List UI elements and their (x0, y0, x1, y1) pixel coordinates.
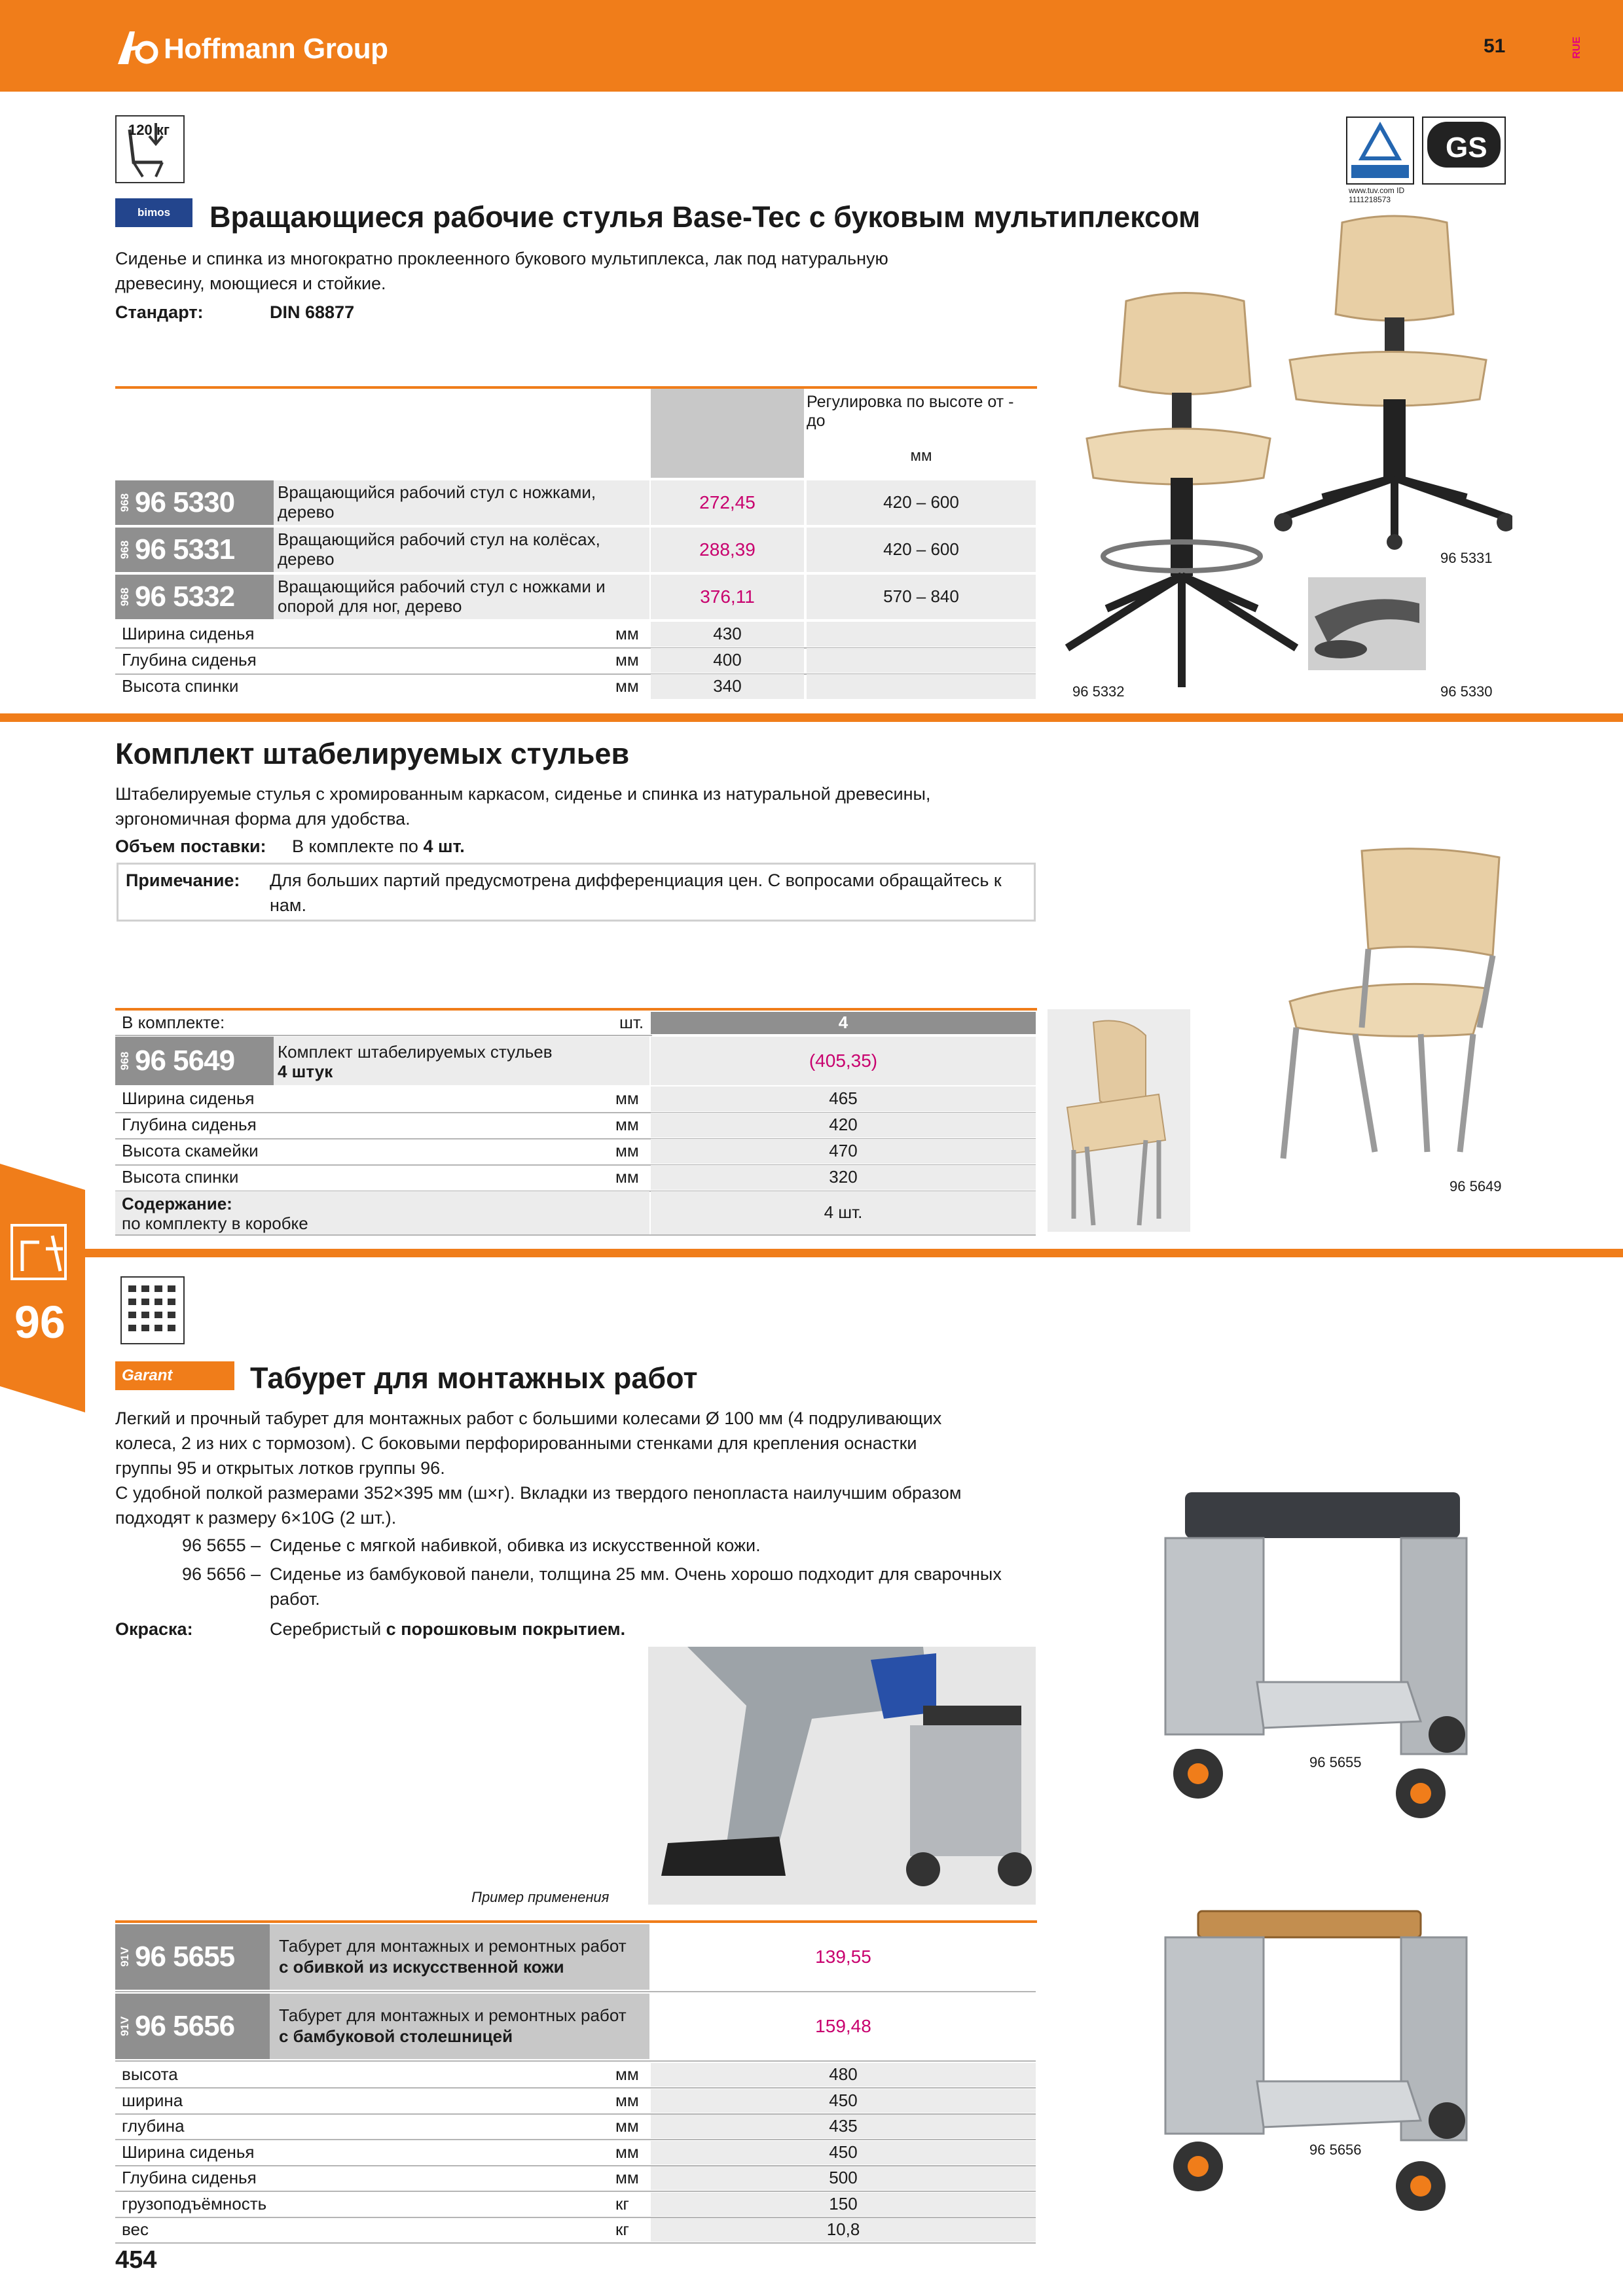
stool-96-5655-image (1159, 1486, 1473, 1826)
language-code: RUE (1571, 37, 1582, 59)
section1-title: Вращающиеся рабочие стулья Base-Tec с буковым мультиплексом (210, 200, 1201, 234)
spec-unit: мм (615, 676, 639, 696)
spec-unit: кг (615, 2194, 629, 2214)
spec-unit: мм (615, 2142, 639, 2162)
spec-unit: кг (615, 2219, 629, 2240)
weight-label: 120 кг (128, 122, 170, 138)
spec-value: 150 (651, 2193, 1036, 2216)
load-capacity-icon (115, 115, 185, 183)
spec-value: 465 (651, 1086, 1036, 1111)
spec-unit: мм (615, 650, 639, 670)
price-96-5656: 159,48 (815, 2015, 871, 2036)
caption-96-5656: 96 5656 (1309, 2142, 1362, 2158)
usage-example-photo (648, 1647, 1036, 1905)
spec-label: ширина (122, 2090, 183, 2111)
set-value: 4 (651, 1012, 1036, 1034)
certificate-caption: www.tuv.com ID 1111218573 (1349, 186, 1405, 204)
height-adjust-header: Регулировка по высоте от - до (807, 393, 1014, 430)
stacking-chair-96-5649-image (1277, 844, 1506, 1165)
spec-label: Ширина сиденья (122, 624, 255, 644)
spec-value: 480 (651, 2063, 1036, 2087)
price-96-5330: 272,45 (651, 480, 804, 525)
product-name-96-5332: Вращающийся рабочий стул с ножками и опорой для ног, дерево (274, 575, 649, 619)
chair-foot-detail-image (1308, 577, 1426, 670)
range-96-5332: 570 – 840 (807, 575, 1036, 619)
variant-code-96-5656: 96 5656 – (182, 1564, 261, 1584)
spec-label: глубина (122, 2116, 185, 2136)
spec-unit: мм (615, 1115, 639, 1135)
price-96-5649: (405,35) (651, 1037, 1036, 1085)
code-96-5649: 968 96 5649 (115, 1037, 274, 1085)
code-96-5330: 968 96 5330 (115, 480, 274, 525)
spec-value: 10,8 (651, 2218, 1036, 2242)
row-divider (115, 1991, 1036, 1992)
gs-certificate-icon (1422, 117, 1506, 185)
code-96-5332: 968 96 5332 (115, 575, 274, 619)
row-divider (115, 2087, 1036, 2089)
code-96-5656: 91V 96 5656 (115, 1994, 270, 2059)
spec-unit: мм (615, 2168, 639, 2188)
variant-text-96-5655: Сиденье с мягкой набивкой, обивка из искусственной кожи. (270, 1535, 761, 1555)
caption-96-5331: 96 5331 (1440, 550, 1493, 566)
stacked-chairs-image (1048, 1009, 1190, 1232)
spec-unit: мм (615, 2090, 639, 2111)
chair-96-5331-image (1264, 209, 1512, 550)
product-name-96-5656: Табурет для монтажных и ремонтных работ с бамбуковой столешницей (270, 1994, 649, 2059)
chapter-number: 96 (14, 1297, 65, 1348)
spec-label: Ширина сиденья (122, 1088, 255, 1109)
spec-unit: мм (615, 1088, 639, 1109)
spec-label: Высота спинки (122, 1167, 239, 1187)
table2-top-rule (115, 1008, 1037, 1011)
note-text: Для больших партий предусмотрена дифференциация цен. С вопросами обращайтесь к нам. (270, 870, 1002, 915)
spec-unit: мм (615, 2064, 639, 2085)
delivery-label: Объем поставки: (115, 836, 266, 856)
spec-unit: мм (615, 1167, 639, 1187)
height-adjust-unit: мм (910, 447, 932, 465)
variant-code-96-5655: 96 5655 – (182, 1535, 261, 1555)
spec-unit: мм (615, 624, 639, 644)
content-value: 4 шт. (651, 1191, 1036, 1234)
price-96-5331: 288,39 (651, 528, 804, 572)
spec-value: 320 (651, 1165, 1036, 1190)
spec-label: Ширина сиденья (122, 2142, 255, 2162)
spec-label: вес (122, 2219, 149, 2240)
table3-top-rule (115, 1920, 1037, 1923)
code-96-5655: 91V 96 5655 (115, 1924, 270, 1990)
product-name-96-5655: Табурет для монтажных и ремонтных работ с обивкой из искусственной кожи (270, 1924, 649, 1990)
spec-value: 450 (651, 2141, 1036, 2164)
price-96-5655: 139,55 (815, 1946, 871, 1967)
section1-description: Сиденье и спинка из многократно проклеенного букового мультиплекса, лак под натуральную древесину, моющиеся и стойкие. (115, 249, 888, 293)
product-name-96-5330: Вращающийся рабочий стул с ножками, дерево (274, 480, 649, 525)
content-label-cell: Содержание: по комплекту в коробке (115, 1191, 649, 1234)
row-divider (115, 2191, 1036, 2192)
garant-badge: Garant (115, 1361, 234, 1390)
tuv-certificate-icon (1346, 117, 1414, 185)
color-label: Окраска: (115, 1619, 193, 1639)
section-separator (0, 713, 1623, 722)
section-separator (0, 1249, 1623, 1257)
spec-value: 500 (651, 2166, 1036, 2190)
brand-name: Hoffmann Group (164, 33, 388, 65)
spec-value: 420 (651, 1113, 1036, 1138)
spec-label: грузоподъёмность (122, 2194, 267, 2214)
spec-label: Глубина сиденья (122, 650, 257, 670)
spec-unit: мм (615, 1141, 639, 1161)
spec-unit: мм (615, 2116, 639, 2136)
caption-96-5655: 96 5655 (1309, 1754, 1362, 1770)
code-96-5331: 968 96 5331 (115, 528, 274, 572)
page-number-top: 51 (1484, 35, 1506, 57)
price-96-5332: 376,11 (651, 575, 804, 619)
page-number-bottom: 454 (115, 2246, 157, 2274)
perforated-panel-icon (120, 1276, 185, 1344)
row-divider (115, 2242, 1036, 2244)
usage-photo-caption: Пример применения (471, 1889, 610, 1905)
color-value: Серебристый с порошковым покрытием. (270, 1619, 626, 1639)
standard-value: DIN 68877 (270, 302, 355, 322)
spec-value: 435 (651, 2115, 1036, 2138)
caption-96-5649: 96 5649 (1450, 1178, 1502, 1194)
chapter-tab (0, 1164, 85, 1412)
spec-value: 340 (651, 674, 804, 699)
spec-label: Высота спинки (122, 676, 239, 696)
spec-label: высота (122, 2064, 178, 2085)
spec-empty (807, 674, 1036, 699)
spec-label: Высота скамейки (122, 1141, 259, 1161)
spec-value: 450 (651, 2089, 1036, 2113)
range-96-5331: 420 – 600 (807, 528, 1036, 572)
svg-text:GS: GS (1446, 132, 1487, 164)
caption-96-5330: 96 5330 (1440, 683, 1493, 700)
set-unit: шт. (619, 1013, 644, 1033)
spec-value: 470 (651, 1139, 1036, 1164)
set-label: В комплекте: (122, 1013, 225, 1033)
standard-label: Стандарт: (115, 302, 204, 322)
product-name-96-5331: Вращающийся рабочий стул на колёсах, дерево (274, 528, 649, 572)
section2-description: Штабелируемые стулья с хромированным каркасом, сиденье и спинка из натуральной древесины, эргономичная форма для удобства. (115, 784, 931, 829)
row-divider (115, 2060, 1036, 2062)
price-header-cell (651, 389, 804, 478)
note-label: Примечание: (126, 870, 240, 890)
product-name-96-5649: Комплект штабелируемых стульев 4 штук (274, 1037, 649, 1085)
table1-top-rule (115, 386, 1037, 389)
spec-label: Глубина сиденья (122, 2168, 257, 2188)
bimos-badge: bimos (115, 198, 192, 227)
section2-title: Комплект штабелируемых стульев (115, 737, 630, 770)
stool-96-5656-image (1159, 1905, 1473, 2212)
row-divider (115, 1234, 1036, 1236)
spec-empty (807, 622, 1036, 647)
spec-value: 400 (651, 648, 804, 673)
caption-96-5332: 96 5332 (1072, 683, 1125, 700)
row-divider (115, 2139, 1036, 2140)
delivery-value: В комплекте по 4 шт. (292, 836, 465, 856)
spec-empty (807, 648, 1036, 673)
row-divider (115, 1035, 652, 1036)
variant-text-96-5656: Сиденье из бамбуковой панели, толщина 25 мм. Очень хорошо подходит для сварочных работ. (270, 1564, 1002, 1609)
section3-title: Табурет для монтажных работ (250, 1361, 698, 1395)
section3-description: Легкий и прочный табурет для монтажных работ с большими колесами Ø 100 мм (4 подруливающих колеса, 2 из них с тормозом). С боковыми перфорированными стенками для крепления оснастки группы 95 и открытых лотков группы 96. С удобной полкой размерами 352×395 мм (ш×г). Вкладки из твердого пенопласта наилучшим образом подходят к размеру 6×10G (2 шт.). (115, 1408, 962, 1528)
range-96-5330: 420 – 600 (807, 480, 1036, 525)
spec-label: Глубина сиденья (122, 1115, 257, 1135)
hoffmann-logo-icon (115, 27, 161, 67)
spec-value: 430 (651, 622, 804, 647)
